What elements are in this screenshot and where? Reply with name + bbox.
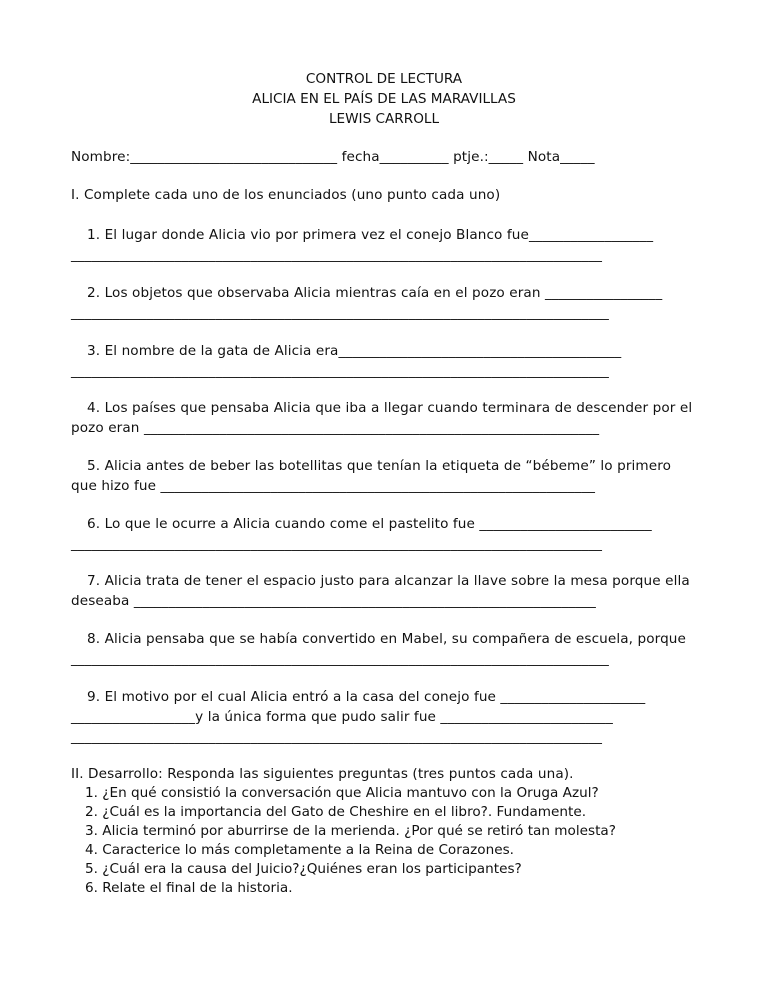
- item-7-line-2: deseaba ___________________________________________________________________: [71, 593, 596, 609]
- item-4-line-2: pozo eran __________________________________________________________________: [71, 420, 600, 436]
- item-3-line-2: ______________________________________________________________________________: [71, 363, 609, 379]
- section-1-heading: I. Complete cada uno de los enunciados (uno punto cada uno): [71, 187, 501, 203]
- item-2-line-1: 2. Los objetos que observaba Alicia mientras caía en el pozo eran _________________: [87, 285, 663, 301]
- question-5: 5. ¿Cuál era la causa del Juicio?¿Quiénes eran los participantes?: [85, 861, 522, 877]
- question-4: 4. Caracterice lo más completamente a la Reina de Corazones.: [85, 842, 515, 858]
- question-2: 2. ¿Cuál es la importancia del Gato de Cheshire en el libro?. Fundamente.: [85, 804, 587, 820]
- item-8-line-2: ______________________________________________________________________________: [71, 651, 609, 667]
- title-control-de-lectura: CONTROL DE LECTURA: [305, 71, 463, 87]
- item-1-line-2: _____________________________________________________________________________: [71, 247, 603, 263]
- item-5-line-2: que hizo fue _______________________________________________________________: [71, 478, 595, 494]
- item-6-line-2: _____________________________________________________________________________: [71, 536, 603, 552]
- question-6: 6. Relate el final de la historia.: [85, 880, 293, 896]
- item-1-line-1: 1. El lugar donde Alicia vio por primera vez el conejo Blanco fue__________________: [87, 227, 654, 243]
- item-2-line-2: ______________________________________________________________________________: [71, 305, 609, 321]
- item-3-line-1: 3. El nombre de la gata de Alicia era_________________________________________: [87, 343, 622, 359]
- item-9-line-2: __________________y la única forma que pudo salir fue _________________________: [71, 709, 613, 725]
- section-2-heading: II. Desarrollo: Responda las siguientes preguntas (tres puntos cada una).: [71, 766, 574, 782]
- item-9-line-1: 9. El motivo por el cual Alicia entró a la casa del conejo fue _____________________: [87, 689, 646, 705]
- item-5-line-1: 5. Alicia antes de beber las botellitas que tenían la etiqueta de “bébeme” lo primero: [87, 458, 672, 474]
- question-1: 1. ¿En qué consistió la conversación que Alicia mantuvo con la Oruga Azul?: [85, 785, 599, 801]
- title-book: ALICIA EN EL PAÍS DE LAS MARAVILLAS: [252, 91, 516, 107]
- item-6-line-1: 6. Lo que le ocurre a Alicia cuando come el pastelito fue _________________________: [87, 516, 652, 532]
- item-9-line-3: _____________________________________________________________________________: [71, 729, 603, 745]
- item-8-line-1: 8. Alicia pensaba que se había convertido en Mabel, su compañera de escuela, porque: [87, 631, 686, 647]
- item-7-line-1: 7. Alicia trata de tener el espacio justo para alcanzar la llave sobre la mesa porque ella: [87, 573, 690, 589]
- student-info-line: Nombre:______________________________ fecha__________ ptje.:_____ Nota_____: [71, 149, 595, 165]
- item-4-line-1: 4. Los países que pensaba Alicia que iba a llegar cuando terminara de descender por el: [87, 400, 693, 416]
- title-author: LEWIS CARROLL: [328, 111, 440, 127]
- question-3: 3. Alicia terminó por aburrirse de la merienda. ¿Por qué se retiró tan molesta?: [85, 823, 616, 839]
